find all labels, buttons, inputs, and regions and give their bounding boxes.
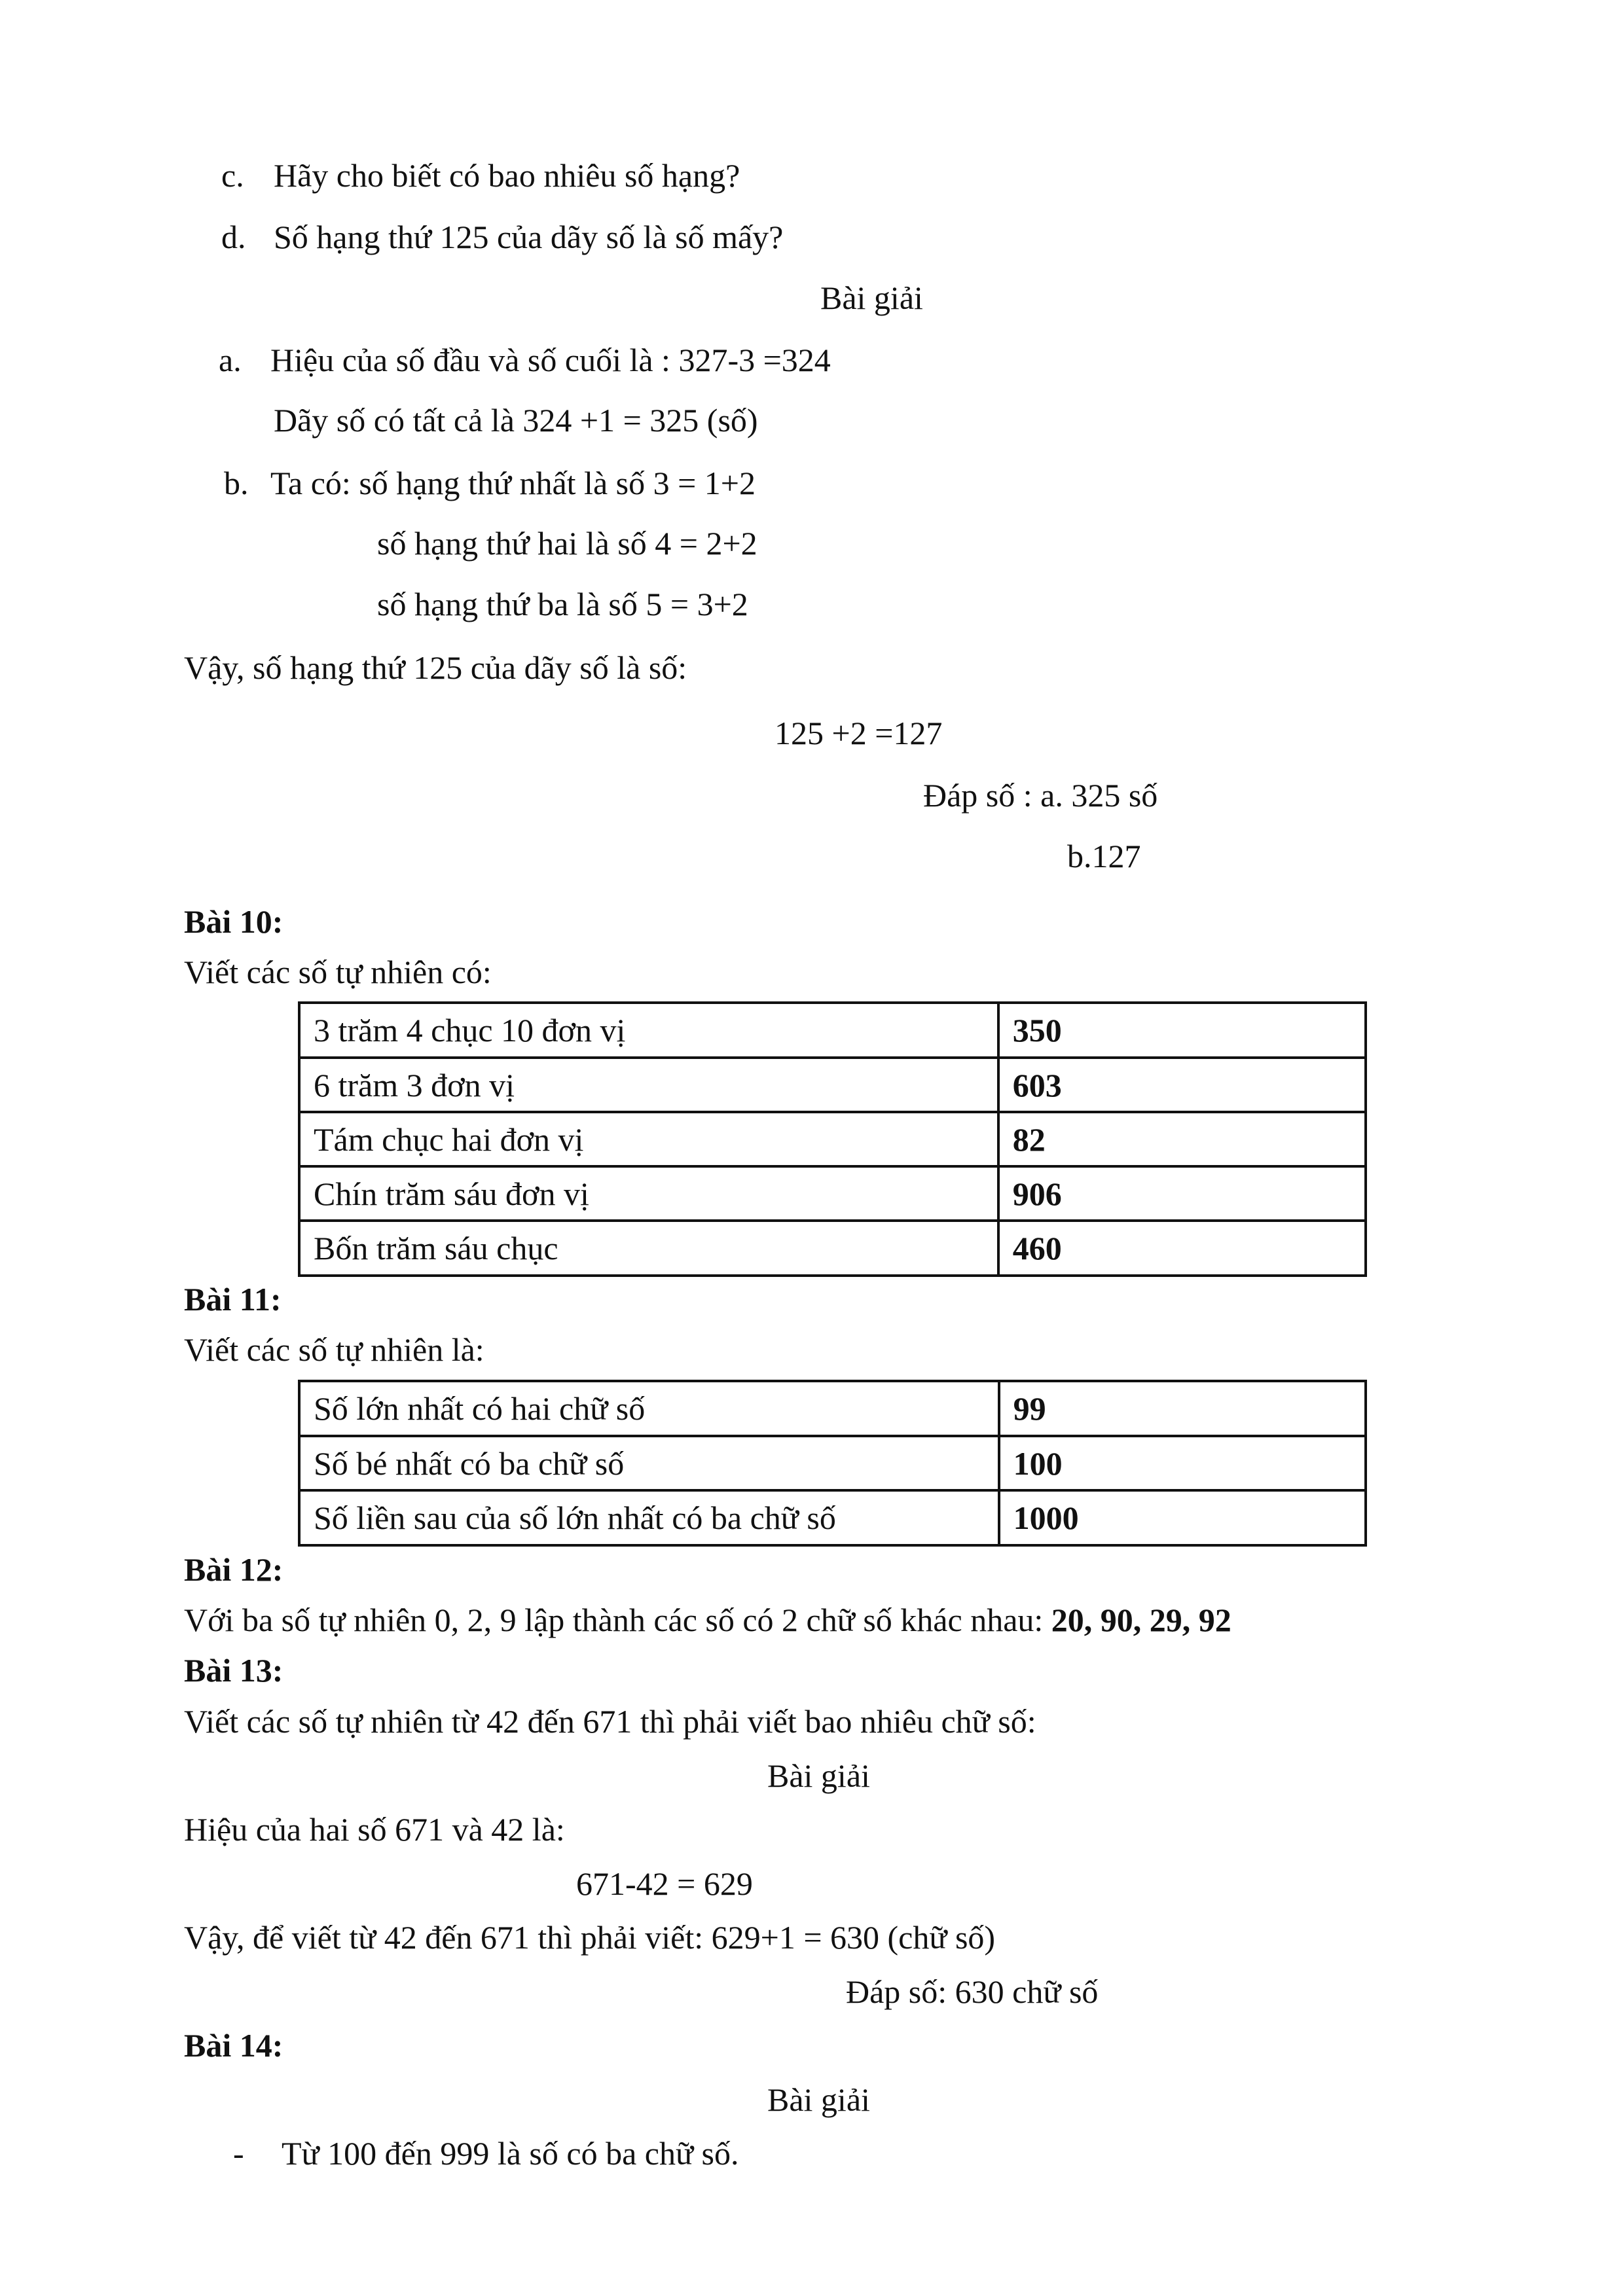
bullet-dash: - bbox=[233, 2135, 244, 2172]
table-cell-value: 99 bbox=[999, 1381, 1366, 1436]
table-row bbox=[299, 1166, 1366, 1221]
table-cell-label: 6 trăm 3 đơn vị bbox=[299, 1058, 998, 1112]
exercise-10-table bbox=[298, 1001, 1367, 1277]
exercise-13-answer: Đáp số: 630 chữ số bbox=[846, 1973, 1099, 2010]
exercise-11-table bbox=[298, 1380, 1367, 1547]
list-marker-c: c. bbox=[221, 157, 244, 194]
answer-b-line2: số hạng thứ hai là số 4 = 2+2 bbox=[377, 525, 757, 562]
table-cell-label: Số lớn nhất có hai chữ số bbox=[299, 1381, 999, 1436]
table-cell-value: 100 bbox=[999, 1436, 1366, 1490]
exercise-14-line1: Từ 100 đến 999 là số có ba chữ số. bbox=[282, 2135, 739, 2172]
question-d: Số hạng thứ 125 của dãy số là số mấy? bbox=[274, 219, 784, 255]
exercise-12-text bbox=[184, 1600, 1231, 1640]
exercise-10-intro: Viết các số tự nhiên có: bbox=[184, 954, 492, 990]
list-marker-a: a. bbox=[219, 342, 242, 378]
table-cell-value: 460 bbox=[998, 1221, 1366, 1276]
table-row bbox=[299, 1058, 1366, 1112]
table-row bbox=[299, 1436, 1366, 1490]
list-marker-b: b. bbox=[224, 465, 249, 501]
table-cell-value: 603 bbox=[998, 1058, 1366, 1112]
exercise-12-title: Bài 12: bbox=[184, 1551, 283, 1588]
table-cell-value: 906 bbox=[998, 1166, 1366, 1221]
exercise-13-question: Viết các số tự nhiên từ 42 đến 671 thì phải viết bao nhiêu chữ số: bbox=[184, 1703, 1036, 1740]
table-cell-value: 82 bbox=[998, 1112, 1366, 1166]
list-marker-d: d. bbox=[221, 219, 246, 255]
exercise-13-title: Bài 13: bbox=[184, 1652, 283, 1689]
exercise-14-solution-heading: Bài giải bbox=[767, 2081, 870, 2118]
conclusion-text: Vậy, số hạng thứ 125 của dãy số là số: bbox=[184, 649, 687, 686]
table-cell-label: Bốn trăm sáu chục bbox=[299, 1221, 998, 1276]
question-c: Hãy cho biết có bao nhiêu số hạng? bbox=[274, 157, 740, 194]
exercise-12-answer: 20, 90, 29, 92 bbox=[1051, 1602, 1231, 1638]
table-row bbox=[299, 1003, 1366, 1058]
answer-a-line1: Hiệu của số đầu và số cuối là : 327-3 =324 bbox=[270, 342, 831, 378]
exercise-14-title: Bài 14: bbox=[184, 2027, 283, 2064]
table-cell-label: Tám chục hai đơn vị bbox=[299, 1112, 998, 1166]
table-row bbox=[299, 1112, 1366, 1166]
table-row bbox=[299, 1381, 1366, 1436]
exercise-13-line2: Vậy, để viết từ 42 đến 671 thì phải viết: 629+1 = 630 (chữ số) bbox=[184, 1919, 996, 1956]
solution-heading: Bài giải bbox=[820, 279, 923, 316]
final-answer-a: Đáp số : a. 325 số bbox=[923, 777, 1158, 814]
exercise-12-statement: Với ba số tự nhiên 0, 2, 9 lập thành các số có 2 chữ số khác nhau: bbox=[184, 1602, 1051, 1638]
table-cell-label: Chín trăm sáu đơn vị bbox=[299, 1166, 998, 1221]
table-cell-value: 1000 bbox=[999, 1490, 1366, 1545]
answer-b-line1: Ta có: số hạng thứ nhất là số 3 = 1+2 bbox=[270, 465, 756, 501]
exercise-13-calc: 671-42 = 629 bbox=[576, 1865, 753, 1902]
table-cell-label: Số liền sau của số lớn nhất có ba chữ số bbox=[299, 1490, 999, 1545]
table-cell-label: Số bé nhất có ba chữ số bbox=[299, 1436, 999, 1490]
exercise-10-title: Bài 10: bbox=[184, 903, 283, 940]
exercise-11-title: Bài 11: bbox=[184, 1281, 282, 1318]
table-cell-label: 3 trăm 4 chục 10 đơn vị bbox=[299, 1003, 998, 1058]
table-row bbox=[299, 1221, 1366, 1276]
final-answer-b: b.127 bbox=[1067, 838, 1141, 874]
exercise-13-line1: Hiệu của hai số 671 và 42 là: bbox=[184, 1811, 565, 1848]
answer-b-line3: số hạng thứ ba là số 5 = 3+2 bbox=[377, 586, 748, 622]
table-row bbox=[299, 1490, 1366, 1545]
table-cell-value: 350 bbox=[998, 1003, 1366, 1058]
calculation: 125 +2 =127 bbox=[775, 715, 943, 751]
exercise-11-intro: Viết các số tự nhiên là: bbox=[184, 1331, 484, 1368]
answer-a-line2: Dãy số có tất cả là 324 +1 = 325 (số) bbox=[274, 402, 758, 439]
exercise-13-solution-heading: Bài giải bbox=[767, 1757, 870, 1794]
